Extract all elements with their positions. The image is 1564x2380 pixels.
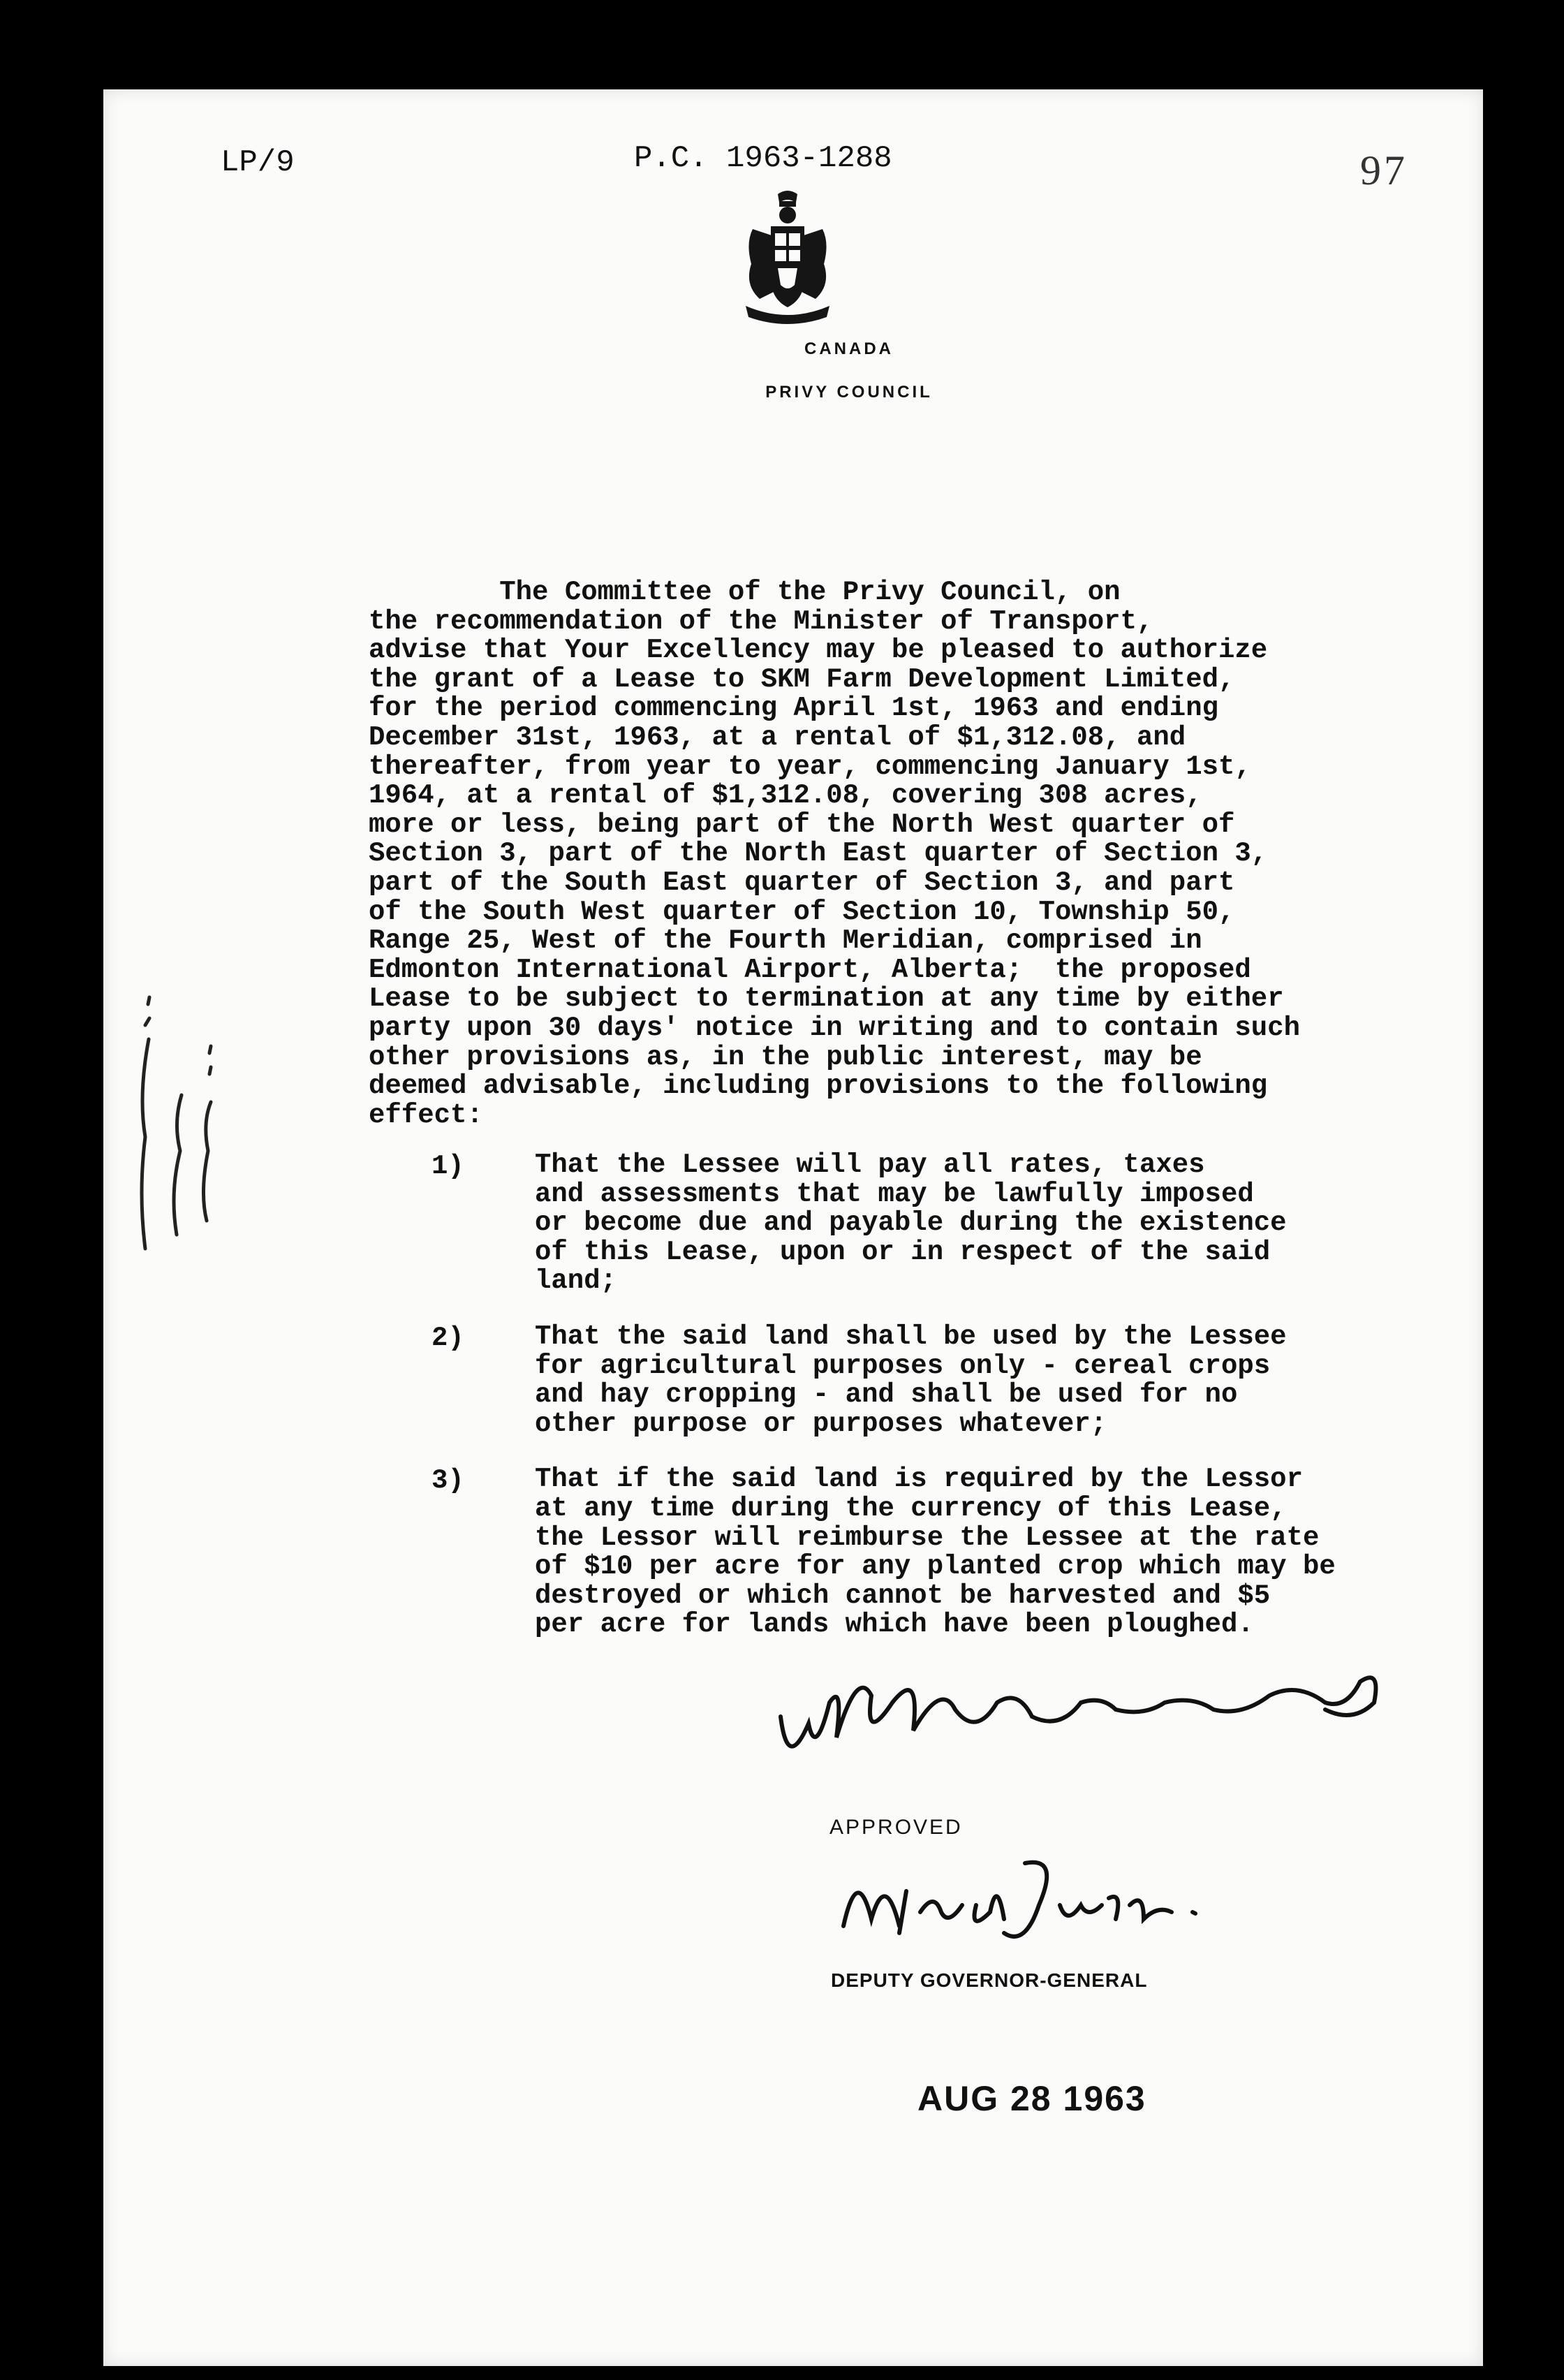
provision-text: That the said land shall be used by the Lessee for agricultural purposes only - cereal crops and hay cropping - and shall be used for no other purpose or purposes whatever; [535,1321,1287,1439]
provision-item [431,1465,1381,1640]
date-stamp: AUG 28 1963 [917,2079,1146,2118]
provision-item [431,1151,1381,1296]
order-number: P.C. 1963-1288 [634,141,892,176]
page-number: 97 [1360,147,1408,193]
handwritten-margin-note [117,983,229,1263]
order-paragraph: The Committee of the Privy Council, on the recommendation of the Minister of Transport, advise that Your Excellency may be pleased to authorize the grant of a Lease to SKM Farm Development Limited, for the period commencing April 1st, 1963 and ending December 31st, 1963, at a rental of $1,312.08, and thereafter, from year to year, commencing January 1st, 1964, at a rental of $1,312.08, covering 308 acres, more or less, being part of the North West quarter of Section 3, part of the North East quarter of Section 3, part of the South East quarter of Section 3, and part of the South West quarter of Section 10, Township 50, Range 25, West of the Fourth Meridian, comprised in Edmonton International Airport, Alberta; the proposed Lease to be subject to termination at any time by either party upon 30 days' notice in writing and to contain such other provisions as, in the public interest, may be deemed advisable, including provisions to the following effect: [369,577,1301,1131]
canada-coat-of-arms-icon [732,187,843,327]
provision-text: That the Lessee will pay all rates, taxes and assessments that may be lawfully imposed or become due and payable during the existence of this Lease, upon or in respect of the said land; [535,1149,1287,1297]
minister-signature [767,1640,1430,1779]
crest-label-council: PRIVY COUNCIL [765,383,933,402]
provision-number: 2) [431,1322,464,1353]
signatory-title: DEPUTY GOVERNOR-GENERAL [831,1969,1148,1991]
provision-text: That if the said land is required by the Lessor at any time during the currency of this Lease, the Lessor will reimburse the Lessee at the rate of $10 per acre for any planted crop which may be destroyed or which cannot be harvested and $5 per acre for lands which have been ploughed. [535,1464,1336,1640]
provision-number: 3) [431,1465,464,1497]
provisions-list [431,1151,1381,1666]
provision-number: 1) [431,1151,464,1182]
document-page [103,89,1483,2366]
deputy-governor-signature [829,1849,1262,1954]
provision-item [431,1323,1381,1439]
crest-label-country: CANADA [804,339,894,358]
file-reference: LP/9 [221,145,295,180]
approved-label: APPROVED [829,1816,963,1839]
